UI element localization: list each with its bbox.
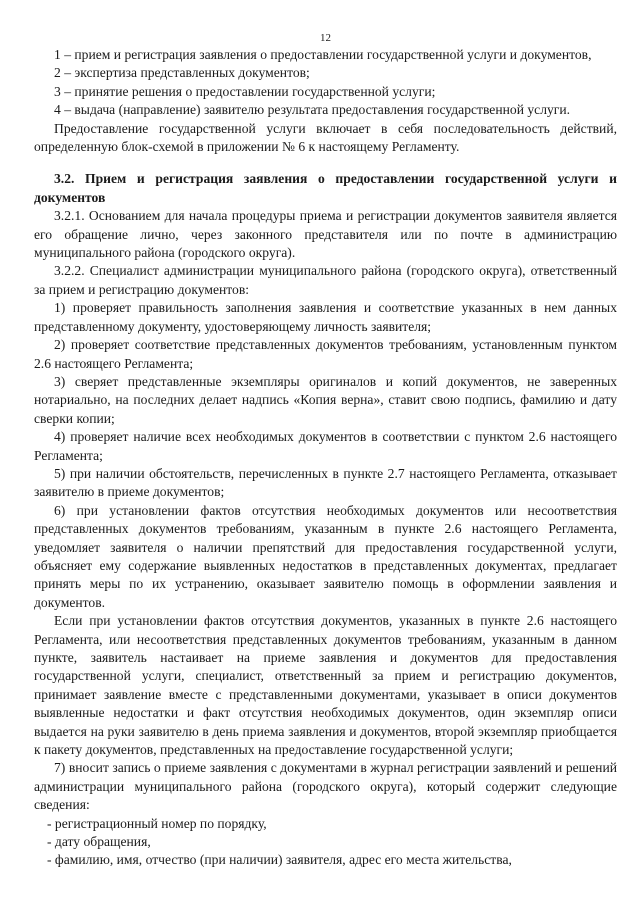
clause-3-2-1: 3.2.1. Основанием для начала процедуры приема и регистрации документов заявителя является его обращение лично, через законного представителя или по почте в администрацию муниципального района (городского округа).	[34, 208, 617, 261]
document-page	[34, 0, 617, 905]
dash-item-registration-number: - регистрационный номер по порядку,	[47, 815, 267, 831]
list-item-7: 7) вносит запись о приеме заявления с документами в журнал регистрации заявлений и решений администрации муниципального района (городского округа), который содержит следующие сведения:	[34, 760, 617, 813]
list-item-1: 1) проверяет правильность заполнения заявления и соответствие указанных в нем данных представленному документу, удостоверяющему личность заявителя;	[34, 300, 617, 334]
list-item-3: 3) сверяет представленные экземпляры оригиналов и копий документов, не заверенных нотариально, на последних делает надпись «Копия верна», ставит свою подпись, фамилию и дату сверки копии;	[34, 373, 617, 426]
dash-item-applicant-name: - фамилию, имя, отчество (при наличии) заявителя, адрес его места жительства,	[47, 852, 512, 868]
stage-1-text: 1 – прием и регистрация заявления о предоставлении государственной услуги и документов,	[54, 47, 592, 62]
document-body	[34, 46, 617, 870]
stage-2-text: 2 – экспертиза представленных документов;	[54, 65, 310, 81]
list-item-6-continuation: Если при установлении фактов отсутствия документов, указанных в пункте 2.6 настоящего Регламента, или несоответствия представленных документов требованиям, указанным в данном пункте, заявитель настаивает на приеме заявления и документов для предоставления государственной услуги, специалист, ответственный за прием и регистрацию документов, принимает заявление вместе с представленными документами, указывает в описи документов выявленные недостатки и факт отсутствия необходимых документов, один экземпляр описи выдается на руки заявителю в день приема заявления и документов, второй экземпляр приобщается к пакету документов, представленных на предоставление государственной услуги;	[34, 613, 617, 758]
section-heading: 3.2. Прием и регистрация заявления о предоставлении государственной услуги и документов	[34, 171, 617, 205]
clause-3-2-2: 3.2.2. Специалист администрации муниципального района (городского округа), ответственный за прием и регистрацию документов:	[34, 263, 617, 297]
list-item-5: 5) при наличии обстоятельств, перечисленных в пункте 2.7 настоящего Регламента, отказывает заявителю в приеме документов;	[34, 465, 617, 500]
list-item-4: 4) проверяет наличие всех необходимых документов в соответствии с пунктом 2.6 настоящего Регламента;	[34, 429, 617, 463]
stage-4-text: 4 – выдача (направление) заявителю результата предоставления государственной услуги.	[54, 102, 571, 118]
dash-item-date: - дату обращения,	[47, 834, 151, 850]
stage-3-text: 3 – принятие решения о предоставлении государственной услуги;	[54, 83, 436, 99]
list-item-2: 2) проверяет соответствие представленных документов требованиям, установленным пунктом 2.6 настоящего Регламента;	[34, 337, 617, 371]
list-item-6: 6) при установлении фактов отсутствия необходимых документов или несоответствия представленных документов требованиям, указанным в пункте 2.6 настоящего Регламента, уведомляет заявителя о наличии препятствий для предоставления государственной услуги, объясняет ему содержание выявленных недостатков в представленных документах, предлагает принять меры по их устранению, оказывает заявителю помощь в оформлении заявления и документов.	[34, 502, 617, 610]
page-number: 12	[320, 32, 331, 44]
block-scheme-paragraph: Предоставление государственной услуги включает в себя последовательность действий, определенную блок-схемой в приложении № 6 к настоящему Регламенту.	[34, 120, 617, 155]
